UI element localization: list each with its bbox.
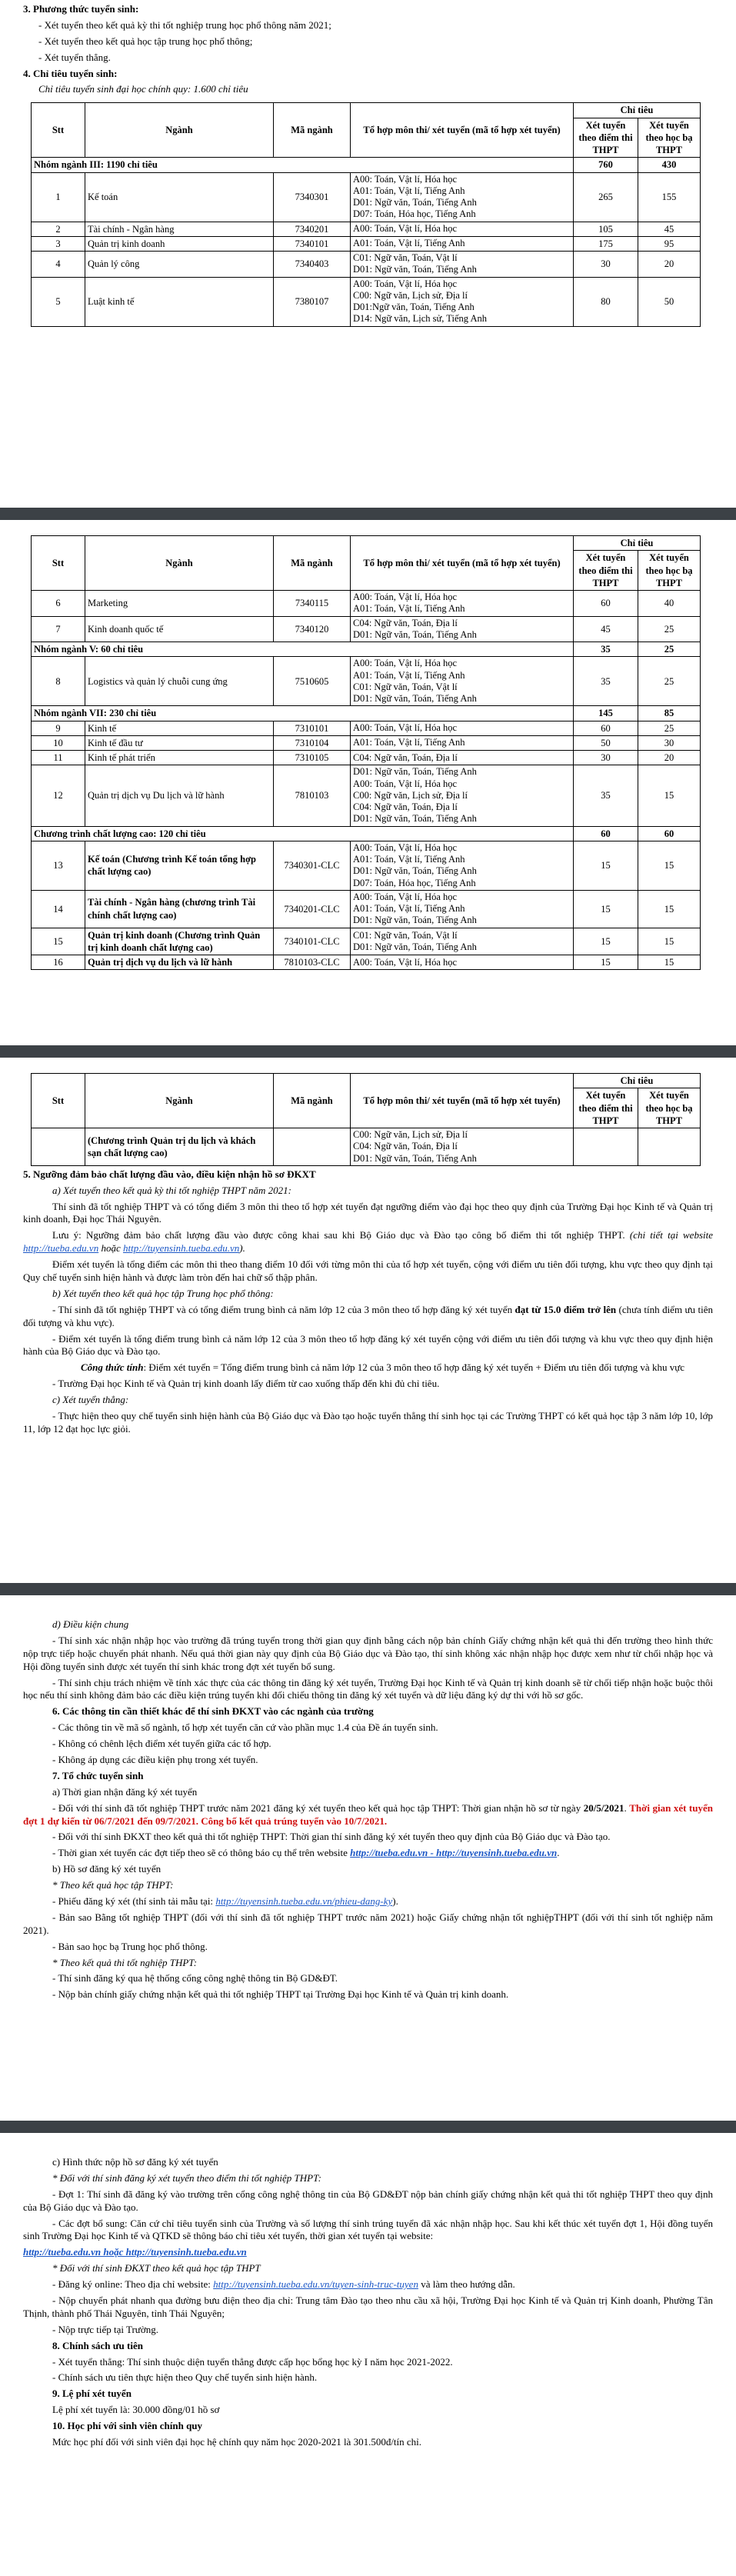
paragraph xyxy=(23,2246,713,2259)
sec5-a-title: a) Xét tuyển theo kết quả kỳ thi tốt nghiệp THPT năm 2021: xyxy=(52,1184,291,1196)
sec8-title: 8. Chính sách ưu tiên xyxy=(52,2339,143,2351)
sec5-title: 5. Ngưỡng đảm bảo chất lượng đầu vào, điều kiện nhận hồ sơ ĐKXT xyxy=(23,1168,316,1180)
table-row: 13 Kế toán (Chương trình Kế toán tổng hợp chất lượng cao) 7340301-CLC A00: Toán, Vật lí, Hóa học A01: Toán, Vật lí, Tiếng Anh D01: Ngữ văn, Toán, Tiếng Anh D07: Toán, Hóa học, Tiếng Anh 15 15 xyxy=(32,841,701,890)
paragraph: - Điểm xét tuyển là tổng điểm trung bình cả năm lớp 12 của 3 môn theo tổ hợp đăng ký xét tuyển cộng với điểm ưu tiên đối tượng và khu vực theo quy định hiện hành của Bộ Giáo dục và Đào tạo. xyxy=(23,1332,713,1358)
website-link[interactable]: http://tueba.edu.vn xyxy=(23,1242,99,1255)
th-hocba: Xét tuyển theo học bạ THPT xyxy=(638,1088,701,1128)
th-thpt: Xét tuyển theo điểm thi THPT xyxy=(574,551,638,591)
paragraph: - Phiếu đăng ký xét (thí sinh tải mẫu tại: http://tuyensinh.tueba.edu.vn/phieu-dang-ky). xyxy=(52,1895,398,1908)
page-section-4: d) Điều kiện chung - Thí sinh xác nhận nhập học vào trường đã trúng tuyển trong thời gian quy định bằng cách nộp bản chính Giấy chứng nhận kết quả thi đến trường theo hình thức nộp trực tiếp hoặc chuyển phát nhanh. Nếu quá thời gian này quy định của Bộ Giáo dục và Đào tạo, thí sinh không xác nhận nhập học được xem như từ chối nhập học và Hội đồng tuyển sinh được xét tuyển thí sinh khác trong đợt xét tuyển bổ sung. - Thí sinh chịu trách nhiệm về tính xác thực của các thông tin đăng ký xét tuyển, Trường Đại học Kinh tế và Quản trị kinh doanh sẽ từ chối tiếp nhận hoặc buộc thôi học nếu thí sinh không đảm bảo các điều kiện trúng tuyển khi đối chiếu thông tin đăng ký xét tuyển và dữ liệu đăng ký dự thi với hồ sơ gốc. 6. Các thông tin cần thiết khác để thí sinh ĐKXT vào các ngành của trường - Các thông tin về mã số ngành, tổ hợp xét tuyển căn cứ vào phần mục 1.4 của Đề án tuyển sinh. - Không có chênh lệch điểm xét tuyển giữa các tổ hợp. - Không áp dụng các điều kiện phụ trong xét tuyển. 7. Tổ chức tuyển sinh a) Thời gian nhận đăng ký xét tuyển - Đối với thí sinh đã tốt nghiệp THPT trước năm 2021 đăng ký xét tuyển theo kết quả học tập THPT: Thời gian nhận hồ sơ từ ngày 20/5/2021. Thời gian xét tuyển đợt 1 dự kiến từ 06/7/2021 đến 09/7/2021. Công bố kết quả trúng tuyển vào 10/7/2021. - Đối với thí sinh ĐKXT theo kết quả thi tốt nghiệp THPT: Thời gian thí sinh đăng ký xét tuyển theo quy định của Bộ Giáo dục và Đào tạo. - Thời gian xét tuyển các đợt tiếp theo sẽ có thông báo cụ thể trên website http://tueba.edu.vn - http://tuyensinh.tueba.edu.vn. b) Hồ sơ đăng ký xét tuyển * Theo kết quả học tập THPT: - Phiếu đăng ký xét (thí sinh tải mẫu tại: http://tuyensinh.tueba.edu.vn/phieu-dang-ky). - Bản sao Bằng tốt nghiệp THPT (đối với thí sinh đã tốt nghiệp THPT trước năm 2021) hoặc Giấy chứng nhận tốt nghiệpTHPT (đối với thí sinh tốt nghiệp năm 2021). - Bản sao học bạ Trung học phổ thông. * Theo kết quả thi tốt nghiệp THPT: - Thí sinh đăng ký qua hệ thống cổng công nghệ thông tin Bộ GD&ĐT. - Nộp bản chính giấy chứng nhận kết quả thi tốt nghiệp THPT tại Trường Đại học Kinh tế và Quản trị kinh doanh. xyxy=(0,1595,736,2121)
table-row: 10 Kinh tế đầu tư 7310104 A01: Toán, Vật lí, Tiếng Anh 50 30 xyxy=(32,735,701,750)
group-row: Chương trình chất lượng cao: 120 chỉ tiêu 60 60 xyxy=(32,826,701,841)
table-row: 1 Kế toán 7340301 A00: Toán, Vật lí, Hóa học A01: Toán, Vật lí, Tiếng Anh D01: Ngữ văn, Toán, Tiếng Anh D07: Toán, Hóa học, Tiếng Anh 265 155 xyxy=(32,172,701,222)
th-chitieu: Chỉ tiêu xyxy=(574,536,701,551)
table-row: (Chương trình Quản trị du lịch và khách sạn chất lượng cao) C00: Ngữ văn, Lịch sử, Địa lí C04: Ngữ văn, Toán, Địa lí D01: Ngữ văn, Toán, Tiếng Anh xyxy=(32,1128,701,1166)
sec3-item: - Xét tuyển theo kết quả học tập trung học phổ thông; xyxy=(38,35,253,47)
table-row: 5 Luật kinh tế 7380107 A00: Toán, Vật lí, Hóa học C00: Ngữ văn, Lịch sử, Địa lí D01:Ngữ văn, Toán, Tiếng Anh D14: Ngữ văn, Lịch sử, Tiếng Anh 80 50 xyxy=(32,277,701,326)
table-row: 6 Marketing 7340115 A00: Toán, Vật lí, Hóa học A01: Toán, Vật lí, Tiếng Anh 60 40 xyxy=(32,591,701,617)
th-hocba: Xét tuyển theo học bạ THPT xyxy=(638,118,701,158)
website-link[interactable]: http://tuyensinh.tueba.edu.vn/phieu-dang-ky xyxy=(215,1895,393,1908)
paragraph: Điểm xét tuyển là tổng điểm các môn thi theo thang điểm 10 đối với từng môn thi của tổ hợp xét tuyển, cộng với điểm ưu tiên đối tượng, khu vực theo quy định tại Quy chế tuyển sinh hiện hành và được làm tròn đến hai chữ số thập phân. xyxy=(23,1258,713,1283)
sec10-title: 10. Học phí với sinh viên chính quy xyxy=(52,2420,203,2432)
quota-table-2 xyxy=(31,535,701,970)
th-thpt: Xét tuyển theo điểm thi THPT xyxy=(574,118,638,158)
formula: Công thức tính: Điểm xét tuyển = Tổng điểm trung bình cả năm lớp 12 của 3 môn theo tổ hợp đăng ký xét tuyển + Điểm ưu tiên đối tượng và khu vực xyxy=(80,1361,685,1374)
website-link[interactable]: http://tuyensinh.tueba.edu.vn xyxy=(122,1242,240,1255)
th-chitieu: Chỉ tiêu xyxy=(574,1074,701,1088)
paragraph: - Trường Đại học Kinh tế và Quản trị kinh doanh lấy điểm từ cao xuống thấp đến khi đủ chỉ tiêu. xyxy=(52,1378,440,1390)
sec6-title: 6. Các thông tin cần thiết khác để thí sinh ĐKXT vào các ngành của trường xyxy=(52,1705,374,1718)
paragraph: - Thực hiện theo quy chế tuyển sinh hiện hành của Bộ Giáo dục và Đào tạo hoặc tuyển thẳng thí sinh học tại các Trường THPT có kết quả học tập 3 năm lớp 10, lớp 11, lớp 12 đạt học lực giỏi. xyxy=(23,1410,713,1435)
group-row: Nhóm ngành III: 1190 chỉ tiêu 760 430 xyxy=(32,158,701,172)
paragraph: - Đợt 1: Thí sinh đã đăng ký vào trường trên cổng công nghệ thông tin của Bộ GD&ĐT nộp bản chính giấy chứng nhận kết quả thi tốt nghiệp THPT theo quy định của Bộ Giáo dục và Đào tạo. xyxy=(23,2188,713,2213)
table-row: 15 Quản trị kinh doanh (Chương trình Quản trị kinh doanh chất lượng cao) 7340101-CLC C01: Ngữ văn, Toán, Vật lí D01: Ngữ văn, Toán, Tiếng Anh 15 15 xyxy=(32,928,701,955)
page-separator xyxy=(0,508,736,520)
sec5d-title: d) Điều kiện chung xyxy=(52,1618,129,1630)
group-row: Nhóm ngành V: 60 chỉ tiêu 35 25 xyxy=(32,642,701,657)
sec7-title: 7. Tổ chức tuyển sinh xyxy=(52,1769,144,1781)
th-ma: Mã ngành xyxy=(274,1074,351,1128)
page-section-2 xyxy=(0,520,736,1045)
th-tohop: Tổ hợp môn thi/ xét tuyển (mã tổ hợp xét tuyển) xyxy=(351,103,574,158)
website-link[interactable]: http://tuyensinh.tueba.edu.vn/tuyen-sinh-truc-tuyen xyxy=(213,2278,418,2291)
page-separator xyxy=(0,2121,736,2133)
table-row: 8 Logistics và quản lý chuỗi cung ứng 7510605 A00: Toán, Vật lí, Hóa học A01: Toán, Vật lí, Tiếng Anh C01: Ngữ văn, Toán, Vật lí D01: Ngữ văn, Toán, Tiếng Anh 35 25 xyxy=(32,657,701,706)
paragraph: - Nộp chuyển phát nhanh qua đường bưu điện theo địa chỉ: Trung tâm Đào tạo theo nhu cầu xã hội, Trường Đại học Kinh tế và Quản trị Kinh doanh, Phường Tân Thịnh, thành phố Thái Nguyên, tỉnh Thái Nguyên; xyxy=(23,2294,713,2319)
sec4-subtitle: Chỉ tiêu tuyển sinh đại học chính quy: 1.600 chỉ tiêu xyxy=(38,83,248,95)
table-row: 14 Tài chính - Ngân hàng (chương trình Tài chính chất lượng cao) 7340201-CLC A00: Toán, Vật lí, Hóa học A01: Toán, Vật lí, Tiếng Anh D01: Ngữ văn, Toán, Tiếng Anh 15 15 xyxy=(32,890,701,928)
page-section-1 xyxy=(0,0,736,508)
table-row: 3 Quản trị kinh doanh 7340101 A01: Toán, Vật lí, Tiếng Anh 175 95 xyxy=(32,236,701,251)
th-nganh: Ngành xyxy=(85,1074,274,1128)
table-row: 2 Tài chính - Ngân hàng 7340201 A00: Toán, Vật lí, Hóa học 105 45 xyxy=(32,222,701,236)
page-section-3 xyxy=(0,1058,736,1583)
th-stt: Stt xyxy=(32,1074,85,1128)
paragraph: - Thời gian xét tuyển các đợt tiếp theo sẽ có thông báo cụ thể trên website http://tueba.edu.vn - http://tuyensinh.tueba.edu.vn. xyxy=(52,1847,560,1859)
paragraph: Thí sinh đã tốt nghiệp THPT và có tổng điểm 3 môn thi theo tổ hợp xét tuyển đạt ngưỡng điểm vào đại học theo quy định của Trường Đại học Kinh tế và Quản trị kinh doanh, Đại học Thái Nguyên. xyxy=(23,1200,713,1225)
table-row: 11 Kinh tế phát triển 7310105 C04: Ngữ văn, Toán, Địa lí 30 20 xyxy=(32,751,701,765)
paragraph: - Đối với thí sinh đã tốt nghiệp THPT trước năm 2021 đăng ký xét tuyển theo kết quả học tập THPT: Thời gian nhận hồ sơ từ ngày 20/5/2021. Thời gian xét tuyển đợt 1 dự kiến từ 06/7/2021 đến 09/7/2021. Công bố kết quả trúng tuyển vào 10/7/2021. xyxy=(23,1801,713,1827)
table-row: 16 Quản trị dịch vụ du lịch và lữ hành 7810103-CLC A00: Toán, Vật lí, Hóa học 15 15 xyxy=(32,955,701,970)
th-ma: Mã ngành xyxy=(274,103,351,158)
table-row: 9 Kinh tế 7310101 A00: Toán, Vật lí, Hóa học 60 25 xyxy=(32,721,701,735)
page-separator xyxy=(0,1583,736,1595)
page-separator xyxy=(0,1045,736,1058)
website-link[interactable]: http://tueba.edu.vn - http://tuyensinh.tueba.edu.vn xyxy=(350,1847,558,1859)
th-nganh: Ngành xyxy=(85,536,274,591)
th-stt: Stt xyxy=(32,536,85,591)
website-link[interactable]: http://tueba.edu.vn hoặc http://tuyensinh.tueba.edu.vn xyxy=(23,2246,247,2258)
sec4-title: 4. Chỉ tiêu tuyển sinh: xyxy=(23,67,118,79)
sec3-item: - Xét tuyển theo kết quả kỳ thi tốt nghiệp trung học phổ thông năm 2021; xyxy=(38,18,331,31)
th-stt: Stt xyxy=(32,103,85,158)
th-nganh: Ngành xyxy=(85,103,274,158)
paragraph: Lưu ý: Ngưỡng đảm bảo chất lượng đầu vào được công khai sau khi Bộ Giáo dục và Đào tạo công bố điểm thi tốt nghiệp THPT. (chi tiết tại website http://tueba.edu.vn hoặc http://tuyensinh.tueba.edu.vn). xyxy=(23,1229,713,1255)
table-row: 7 Kinh doanh quốc tế 7340120 C04: Ngữ văn, Toán, Địa lí D01: Ngữ văn, Toán, Tiếng Anh 45 25 xyxy=(32,616,701,642)
th-tohop: Tổ hợp môn thi/ xét tuyển (mã tổ hợp xét tuyển) xyxy=(351,536,574,591)
sec5-c-title: c) Xét tuyển thẳng: xyxy=(52,1394,129,1406)
group-row: Nhóm ngành VII: 230 chỉ tiêu 145 85 xyxy=(32,706,701,721)
sec3-item: - Xét tuyển thẳng. xyxy=(38,51,111,63)
sec9-title: 9. Lệ phí xét tuyển xyxy=(52,2388,132,2400)
quota-table-3 xyxy=(31,1073,701,1166)
paragraph: - Đối với thí sinh ĐKXT theo kết quả thi tốt nghiệp THPT: Thời gian thí sinh đăng ký xét tuyển theo quy định của Bộ Giáo dục và Đào tạo. xyxy=(52,1831,611,1843)
th-ma: Mã ngành xyxy=(274,536,351,591)
paragraph: - Các đợt bổ sung: Căn cứ chỉ tiêu tuyển sinh của Trường và số lượng thí sinh trúng tuyển đã xác nhận nhập học. Sau khi kết thúc xét tuyển đợt 1, Hội đồng tuyển sinh Trường Đại học Kinh tế và QTKD sẽ thông báo chỉ tiêu xét tuyển, thời gian xét tuyển tại website: xyxy=(23,2217,713,2242)
table-row: 12 Quản trị dịch vụ Du lịch và lữ hành 7810103 D01: Ngữ văn, Toán, Tiếng Anh A00: Toán, Vật lí, Hóa học C00: Ngữ văn, Lịch sử, Địa lí C04: Ngữ văn, Toán, Địa lí D01: Ngữ văn, Toán, Tiếng Anh 35 15 xyxy=(32,765,701,826)
sec5-b-title: b) Xét tuyển theo kết quả học tập Trung học phổ thông: xyxy=(52,1287,274,1299)
table-row: 4 Quản lý công 7340403 C01: Ngữ văn, Toán, Vật lí D01: Ngữ văn, Toán, Tiếng Anh 30 20 xyxy=(32,252,701,278)
sec3-title: 3. Phương thức tuyển sinh: xyxy=(23,3,139,15)
quota-table-1 xyxy=(31,102,701,326)
paragraph: - Thí sinh đã tốt nghiệp THPT và có tổng điểm trung bình cả năm lớp 12 của 3 môn theo tổ hợp đăng ký xét tuyển đạt từ 15.0 điểm trở lên (chưa tính điểm ưu tiên đối tượng và khu vực). xyxy=(23,1303,713,1328)
paragraph: - Thí sinh xác nhận nhập học vào trường đã trúng tuyển trong thời gian quy định bằng cách nộp bản chính Giấy chứng nhận kết quả thi đến trường theo hình thức nộp trực tiếp hoặc chuyển phát nhanh. Nếu quá thời gian này quy định của Bộ Giáo dục và Đào tạo, thí sinh không xác nhận nhập học được xem như từ chối nhập học và Hội đồng tuyển sinh được xét tuyển thí sinh khác trong đợt xét tuyển bổ sung. xyxy=(23,1634,713,1672)
th-tohop: Tổ hợp môn thi/ xét tuyển (mã tổ hợp xét tuyển) xyxy=(351,1074,574,1128)
page-section-5: c) Hình thức nộp hồ sơ đăng ký xét tuyển * Đối với thí sinh đăng ký xét tuyển theo điểm thi tốt nghiệp THPT: - Đợt 1: Thí sinh đã đăng ký vào trường trên cổng công nghệ thông tin của Bộ GD&ĐT nộp bản chính giấy chứng nhận kết quả thi tốt nghiệp THPT theo quy định của Bộ Giáo dục và Đào tạo. - Các đợt bổ sung: Căn cứ chỉ tiêu tuyển sinh của Trường và số lượng thí sinh trúng tuyển đã xác nhận nhập học. Sau khi kết thúc xét tuyển đợt 1, Hội đồng tuyển sinh Trường Đại học Kinh tế và QTKD sẽ thông báo chỉ tiêu xét tuyển, thời gian xét tuyển tại website: http://tueba.edu.vn hoặc http://tuyensinh.tueba.edu.vn * Đối với thí sinh ĐKXT theo kết quả học tập THPT - Đăng ký online: Theo địa chỉ website: http://tuyensinh.tueba.edu.vn/tuyen-sinh-truc-tuyen và làm theo hướng dẫn. - Nộp chuyển phát nhanh qua đường bưu điện theo địa chỉ: Trung tâm Đào tạo theo nhu cầu xã hội, Trường Đại học Kinh tế và Quản trị Kinh doanh, Phường Tân Thịnh, thành phố Thái Nguyên, tỉnh Thái Nguyên; - Nộp trực tiếp tại Trường. 8. Chính sách ưu tiên - Xét tuyển thẳng: Thí sinh thuộc diện tuyển thẳng được cấp học bổng học kỳ I năm học 2021-2022. - Chính sách ưu tiên thực hiện theo Quy chế tuyển sinh hiện hành. 9. Lệ phí xét tuyển Lệ phí xét tuyển là: 30.000 đồng/01 hồ sơ 10. Học phí với sinh viên chính quy Mức học phí đối với sinh viên đại học hệ chính quy năm học 2020-2021 là 301.500đ/tín chỉ. xyxy=(0,2133,736,2576)
th-hocba: Xét tuyển theo học bạ THPT xyxy=(638,551,701,591)
paragraph: - Bản sao Bằng tốt nghiệp THPT (đối với thí sinh đã tốt nghiệp THPT trước năm 2021) hoặc Giấy chứng nhận tốt nghiệpTHPT (đối với thí sinh tốt nghiệp năm 2021). xyxy=(23,1911,713,1936)
paragraph: - Thí sinh chịu trách nhiệm về tính xác thực của các thông tin đăng ký xét tuyển, Trường Đại học Kinh tế và Quản trị kinh doanh sẽ từ chối tiếp nhận hoặc buộc thôi học nếu thí sinh không đảm bảo các điều kiện trúng tuyển khi đối chiếu thông tin đăng ký xét tuyển và dữ liệu đăng ký dự thi với hồ sơ gốc. xyxy=(23,1676,713,1701)
th-thpt: Xét tuyển theo điểm thi THPT xyxy=(574,1088,638,1128)
th-chitieu: Chỉ tiêu xyxy=(574,103,701,118)
paragraph: - Đăng ký online: Theo địa chỉ website: http://tuyensinh.tueba.edu.vn/tuyen-sinh-truc-tuyen và làm theo hướng dẫn. xyxy=(52,2278,515,2291)
